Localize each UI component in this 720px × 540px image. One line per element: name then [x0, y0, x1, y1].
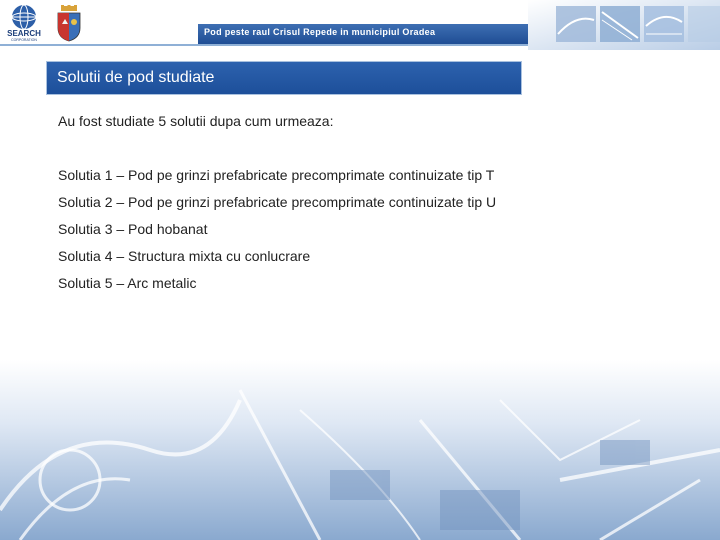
- list-item: Solutia 5 – Arc metalic: [58, 275, 197, 291]
- list-item: Solutia 2 – Pod pe grinzi prefabricate precomprimate continuizate tip U: [58, 194, 497, 210]
- globe-logo-icon: [4, 4, 44, 42]
- logo-text: SEARCH: [7, 29, 41, 38]
- header-divider: [0, 44, 528, 46]
- intro-text: Au fost studiate 5 solutii dupa cum urmeaza:: [58, 113, 334, 129]
- header: [0, 0, 720, 50]
- logo-subtext: CORPORATION: [11, 38, 37, 42]
- city-crest-icon: [55, 4, 83, 42]
- page-title: Pod peste raul Crisul Repede in municipiul Oradea: [204, 27, 436, 37]
- header-band: [198, 24, 528, 44]
- list-item: Solutia 1 – Pod pe grinzi prefabricate precomprimate continuizate tip T: [58, 167, 495, 183]
- list-item: Solutia 3 – Pod hobanat: [58, 221, 208, 237]
- background-aerial-photo: [0, 360, 720, 540]
- list-item: Solutia 4 – Structura mixta cu conlucrare: [58, 248, 311, 264]
- section-header: [46, 61, 522, 95]
- header-photo-strip: [528, 0, 720, 50]
- section-title: Solutii de pod studiate: [57, 69, 215, 86]
